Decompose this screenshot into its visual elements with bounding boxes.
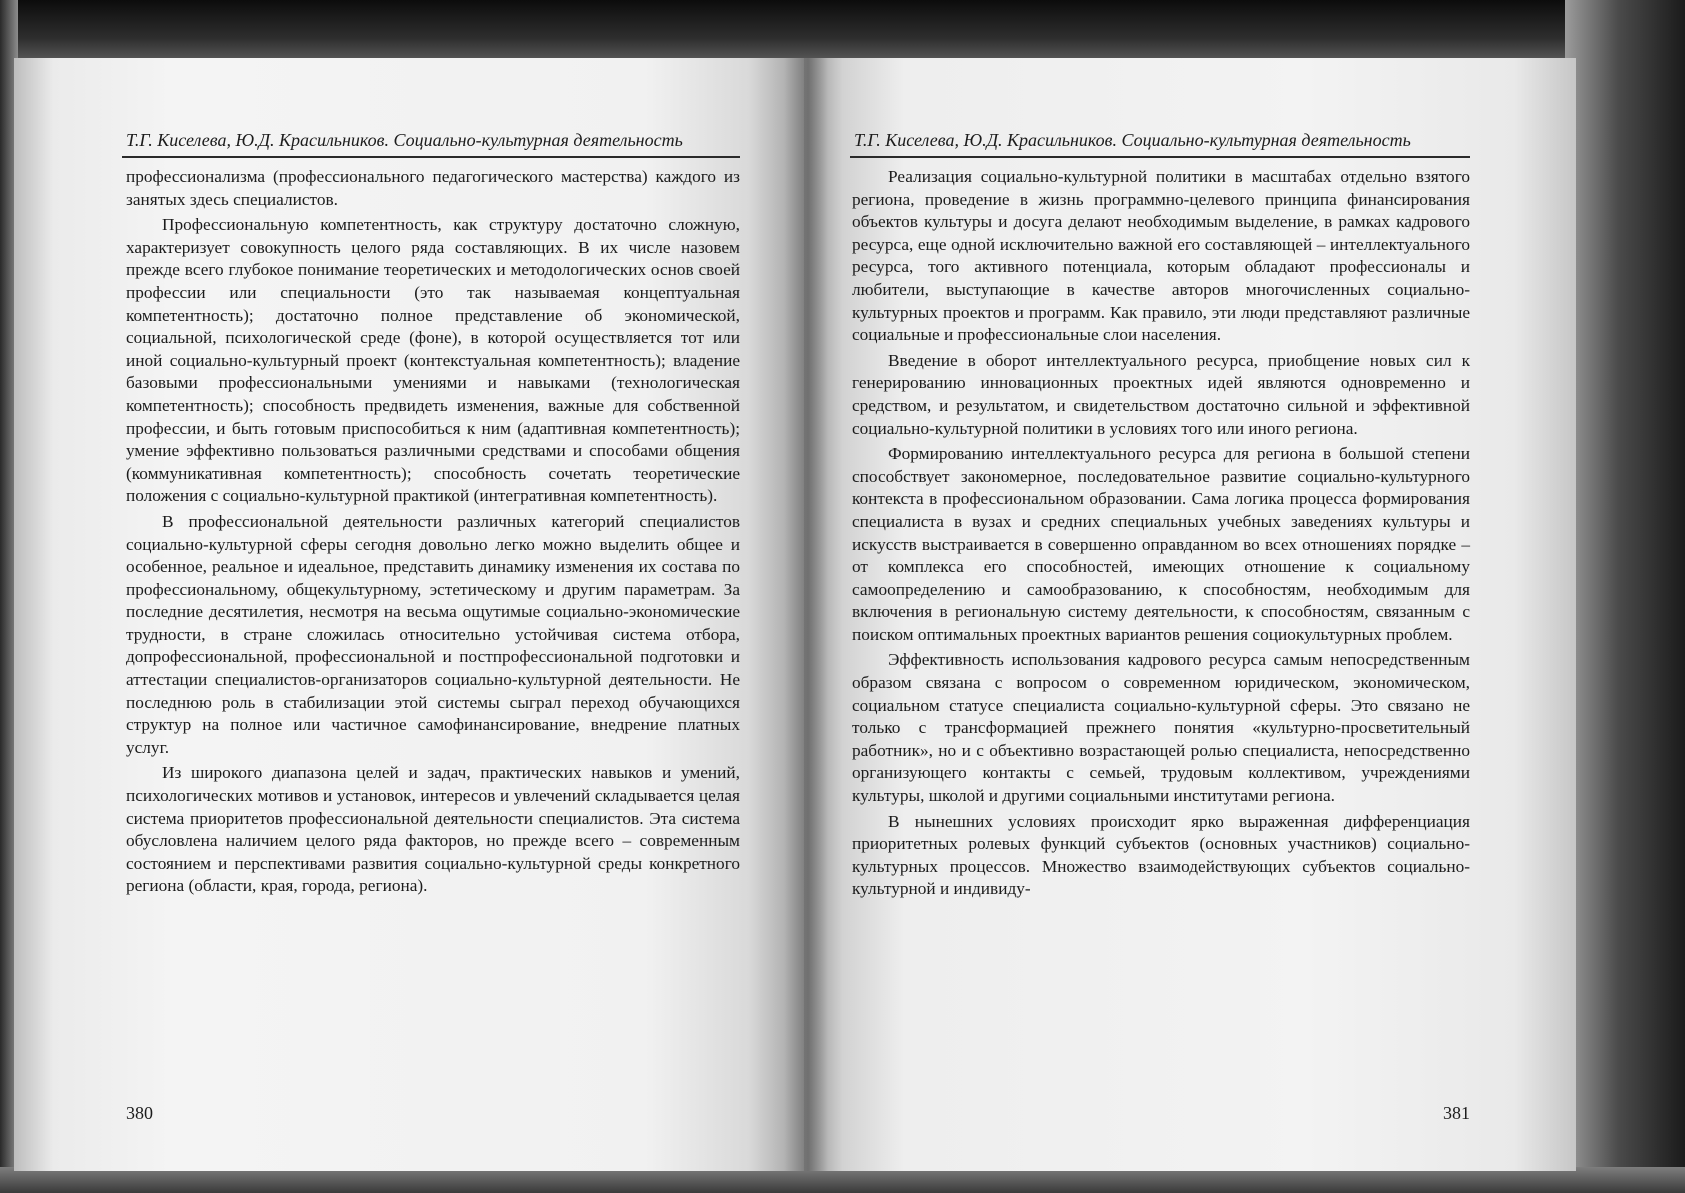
paragraph: В нынешних условиях происходит ярко выраженная дифференциация приоритетных ролевых функций субъектов (основных участников) социально-культурных процессов. Множество взаимодействующих субъектов социально-культурной и индивиду- xyxy=(852,811,1470,899)
header-rule xyxy=(122,156,740,158)
running-head: Т.Г. Киселева, Ю.Д. Красильников. Социально-культурная деятельность xyxy=(854,130,1411,150)
book-gutter xyxy=(784,58,828,1171)
paragraph: Реализация социально-культурной политики в масштабах отдельно взятого региона, проведение в жизнь программно-целевого принципа финансирования объектов культуры и досуга делают необходимым выделение, в рамках кадрового ресурса, еще одной исключительно важной его составляющей – интеллектуального ресурса, того активного потенциала, которым обладают профессионалы и любители, выступающие в качестве авторов многочисленных социально-культурных проектов и программ. Как правило, эти люди представляют различные социальные и профессиональные слои населения. xyxy=(852,167,1470,345)
header-rule xyxy=(850,156,1470,158)
running-head: Т.Г. Киселева, Ю.Д. Красильников. Социально-культурная деятельность xyxy=(126,130,683,150)
paragraph: В профессиональной деятельности различных категорий специалистов социально-культурной сферы сегодня довольно легко можно выделить общее и особенное, реальное и идеальное, представить динамику изменения их состава по профессиональному, общекультурному, эстетическому и другим параметрам. За последние десятилетия, несмотря на весьма ощутимые социально-экономические трудности, в стране сложилась относительно устойчивая система отбора, допрофессиональной, профессиональной и постпрофессиональной подготовки и аттестации специалистов-организаторов социально-культурной деятельности. Не последнюю роль в стабилизации этой системы сыграл переход обучающихся структур на полное или частичное самофинансирование, внедрение платных услуг. xyxy=(126,511,740,757)
paragraph: профессионализма (профессионального педагогического мастерства) каждого из занятых здесь специалистов. xyxy=(126,167,740,209)
right-page xyxy=(804,58,1576,1171)
paragraph: Из широкого диапазона целей и задач, практических навыков и умений, психологических мотивов и установок, интересов и увлечений складывается целая система приоритетов профессиональной деятельности специалистов. Эта система обусловлена наличием целого ряда факторов, но прежде всего – современным состоянием и перспективами развития социально-культурной среды конкретного региона (области, края, города, региона). xyxy=(126,763,740,896)
page-body xyxy=(852,166,1470,901)
page-number: 380 xyxy=(126,1103,153,1123)
scan-book-edge-right xyxy=(1565,0,1685,1193)
left-page xyxy=(14,58,804,1171)
page-number: 381 xyxy=(1443,1103,1470,1123)
paragraph: Эффективность использования кадрового ресурса самым непосредственным образом связана с вопросом о современном юридическом, экономическом, социальном статусе специалиста социально-культурной сферы. Это связано не только с трансформацией прежнего понятия «культурно-просветительный работник», но и с объективно возрастающей ролью специалиста, непосредственно организующего контакты с семьей, трудовым коллективом, учреждениями культуры, школой и другими социальными институтами региона. xyxy=(852,650,1470,806)
paragraph: Введение в оборот интеллектуального ресурса, приобщение новых сил к генерированию инновационных проектных идей являются одновременно и средством, и результатом, и свидетельством достаточно сильной и эффективной социально-культурной политики в условиях того или иного региона. xyxy=(852,350,1470,438)
paragraph: Профессиональную компетентность, как структуру достаточно сложную, характеризует совокупность целого ряда составляющих. В их числе назовем прежде всего глубокое понимание теоретических и методологических основ своей профессии или специальности (это так называемая концептуальная компетентность); достаточно полное представление об экономической, социальной, психологической среде (фоне), в которой осуществляется тот или иной социально-культурный проект (контекстуальная компетентность); владение базовыми профессиональными умениями и навыками (технологическая компетентность); способность предвидеть изменения, важные для собственной профессии, и быть готовым приспособиться к ним (адаптивная компетентность); умение эффективно пользоваться различными средствами и способами общения (коммуникативная компетентность); способность сочетать теоретические положения с социально-культурной практикой (интегративная компетентность). xyxy=(126,215,740,506)
paragraph: Формированию интеллектуального ресурса для региона в большой степени способствует закономерное, последовательное развитие социально-культурного контекста в профессиональном образовании. Сама логика процесса формирования специалиста в вузах и средних специальных учебных заведениях культуры и искусств выстраивается в совершенно оправданном во всех отношениях порядке – от комплекса его способностей, имеющих отношение к социальному самоопределению и самообразованию, к способностям, необходимым для включения в региональную систему деятельности, к способностям, связанным с поиском оптимальных проектных вариантов решения социокультурных проблем. xyxy=(852,444,1470,644)
page-body xyxy=(126,166,740,898)
